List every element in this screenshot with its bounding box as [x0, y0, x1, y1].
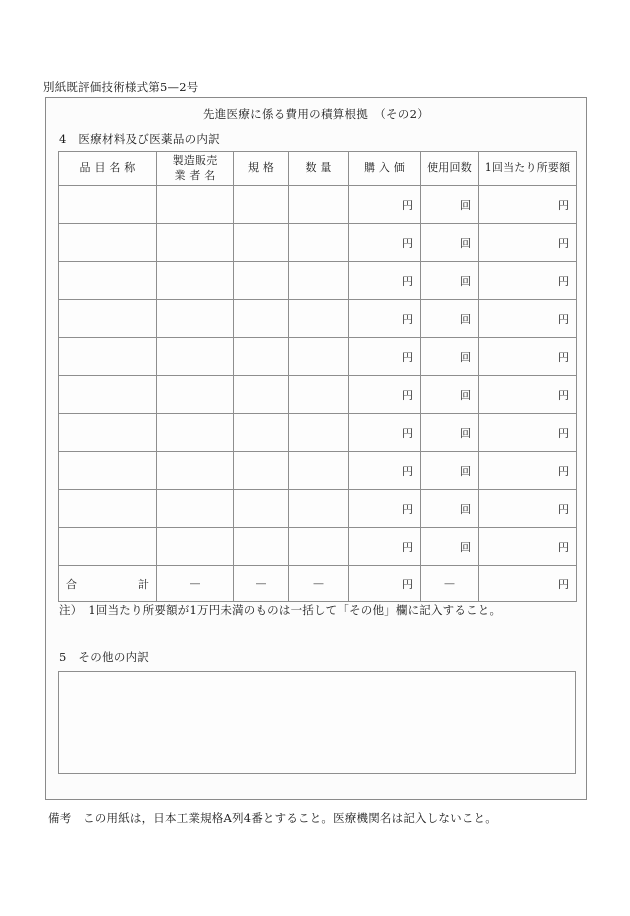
cell-item-name[interactable]	[59, 338, 157, 376]
cell-specification[interactable]	[234, 528, 289, 566]
cell-quantity[interactable]	[289, 338, 349, 376]
manufacturer-line-2: 業 者 名	[174, 168, 216, 182]
cell-manufacturer[interactable]	[157, 376, 234, 414]
table-row	[59, 186, 577, 224]
cell-purchase-price[interactable]: 円	[349, 414, 421, 452]
table-row	[59, 338, 577, 376]
cell-item-name[interactable]	[59, 300, 157, 338]
cell-amount-per-use[interactable]: 円	[479, 224, 577, 262]
total-label-right: 計	[138, 577, 149, 591]
materials-table	[58, 151, 577, 602]
cell-manufacturer[interactable]	[157, 224, 234, 262]
column-header-manufacturer	[157, 152, 234, 186]
column-header-specification: 規 格	[234, 152, 289, 186]
cell-manufacturer[interactable]	[157, 262, 234, 300]
column-header-usage-count: 使用回数	[421, 152, 479, 186]
table-row	[59, 376, 577, 414]
cell-manufacturer[interactable]	[157, 300, 234, 338]
cell-usage-count[interactable]: 回	[421, 224, 479, 262]
cell-manufacturer[interactable]	[157, 414, 234, 452]
cell-quantity[interactable]	[289, 528, 349, 566]
cell-specification[interactable]	[234, 414, 289, 452]
cell-specification[interactable]	[234, 224, 289, 262]
total-specification-cell: —	[234, 566, 289, 602]
cell-quantity[interactable]	[289, 414, 349, 452]
cell-usage-count[interactable]: 回	[421, 300, 479, 338]
cell-amount-per-use[interactable]: 円	[479, 300, 577, 338]
cell-amount-per-use[interactable]: 円	[479, 452, 577, 490]
cell-amount-per-use[interactable]: 円	[479, 414, 577, 452]
form-number: 別紙既評価技術様式第5—2号	[43, 80, 199, 94]
table-row	[59, 528, 577, 566]
cell-specification[interactable]	[234, 186, 289, 224]
table-row	[59, 490, 577, 528]
total-usage-count-cell: —	[421, 566, 479, 602]
cell-purchase-price[interactable]: 円	[349, 490, 421, 528]
table-row	[59, 414, 577, 452]
cell-quantity[interactable]	[289, 224, 349, 262]
total-row	[59, 566, 577, 602]
cell-item-name[interactable]	[59, 186, 157, 224]
cell-usage-count[interactable]: 回	[421, 376, 479, 414]
cell-item-name[interactable]	[59, 224, 157, 262]
cell-amount-per-use[interactable]: 円	[479, 490, 577, 528]
cell-purchase-price[interactable]: 円	[349, 528, 421, 566]
cell-amount-per-use[interactable]: 円	[479, 528, 577, 566]
cell-quantity[interactable]	[289, 262, 349, 300]
cell-amount-per-use[interactable]: 円	[479, 262, 577, 300]
column-header-purchase-price: 購 入 価	[349, 152, 421, 186]
footer-remark: 備考 この用紙は，日本工業規格A列4番とすること。医療機関名は記入しないこと。	[48, 811, 497, 825]
total-label-left: 合	[66, 577, 77, 591]
cell-purchase-price[interactable]: 円	[349, 300, 421, 338]
document-title: 先進医療に係る費用の積算根拠 （その2）	[202, 107, 430, 121]
table-row	[59, 452, 577, 490]
cell-quantity[interactable]	[289, 376, 349, 414]
total-purchase-price-cell: 円	[349, 566, 421, 602]
table-row	[59, 262, 577, 300]
cell-quantity[interactable]	[289, 300, 349, 338]
cell-manufacturer[interactable]	[157, 338, 234, 376]
cell-usage-count[interactable]: 回	[421, 452, 479, 490]
cell-item-name[interactable]	[59, 262, 157, 300]
cell-specification[interactable]	[234, 490, 289, 528]
cell-quantity[interactable]	[289, 186, 349, 224]
cell-manufacturer[interactable]	[157, 490, 234, 528]
column-header-item-name: 品 目 名 称	[59, 152, 157, 186]
cell-purchase-price[interactable]: 円	[349, 262, 421, 300]
table-row	[59, 300, 577, 338]
cell-manufacturer[interactable]	[157, 452, 234, 490]
column-header-quantity: 数 量	[289, 152, 349, 186]
cell-specification[interactable]	[234, 262, 289, 300]
section-5-heading: 5 その他の内訳	[59, 650, 150, 664]
cell-quantity[interactable]	[289, 490, 349, 528]
cell-purchase-price[interactable]: 円	[349, 452, 421, 490]
cell-amount-per-use[interactable]: 円	[479, 186, 577, 224]
cell-specification[interactable]	[234, 338, 289, 376]
cell-specification[interactable]	[234, 452, 289, 490]
section-4-note: 注） 1回当たり所要額が1万円未満のものは一括して「その他」欄に記入すること。	[59, 603, 502, 617]
cell-item-name[interactable]	[59, 414, 157, 452]
cell-purchase-price[interactable]: 円	[349, 186, 421, 224]
table-header-row	[59, 152, 577, 186]
cell-purchase-price[interactable]: 円	[349, 376, 421, 414]
cell-manufacturer[interactable]	[157, 186, 234, 224]
section-4-heading: 4 医療材料及び医薬品の内訳	[59, 132, 221, 146]
cell-purchase-price[interactable]: 円	[349, 338, 421, 376]
table-body	[59, 186, 577, 566]
cell-usage-count[interactable]: 回	[421, 414, 479, 452]
cell-purchase-price[interactable]: 円	[349, 224, 421, 262]
cell-amount-per-use[interactable]: 円	[479, 376, 577, 414]
manufacturer-line-1: 製造販売	[172, 154, 218, 168]
cell-usage-count[interactable]: 回	[421, 528, 479, 566]
cell-specification[interactable]	[234, 300, 289, 338]
cell-specification[interactable]	[234, 376, 289, 414]
cell-amount-per-use[interactable]: 円	[479, 338, 577, 376]
total-quantity-cell: —	[289, 566, 349, 602]
column-header-amount-per-use: 1回当たり所要額	[479, 152, 577, 186]
total-amount-cell: 円	[479, 566, 577, 602]
cell-manufacturer[interactable]	[157, 528, 234, 566]
cell-item-name[interactable]	[59, 452, 157, 490]
table-row	[59, 224, 577, 262]
cell-item-name[interactable]	[59, 528, 157, 566]
cell-usage-count[interactable]: 回	[421, 338, 479, 376]
document-frame	[45, 97, 587, 800]
cell-usage-count[interactable]: 回	[421, 262, 479, 300]
other-details-input-area[interactable]	[58, 671, 576, 774]
cell-quantity[interactable]	[289, 452, 349, 490]
cell-item-name[interactable]	[59, 490, 157, 528]
total-label-cell	[59, 566, 157, 602]
total-manufacturer-cell: —	[157, 566, 234, 602]
cell-usage-count[interactable]: 回	[421, 186, 479, 224]
cell-item-name[interactable]	[59, 376, 157, 414]
cell-usage-count[interactable]: 回	[421, 490, 479, 528]
